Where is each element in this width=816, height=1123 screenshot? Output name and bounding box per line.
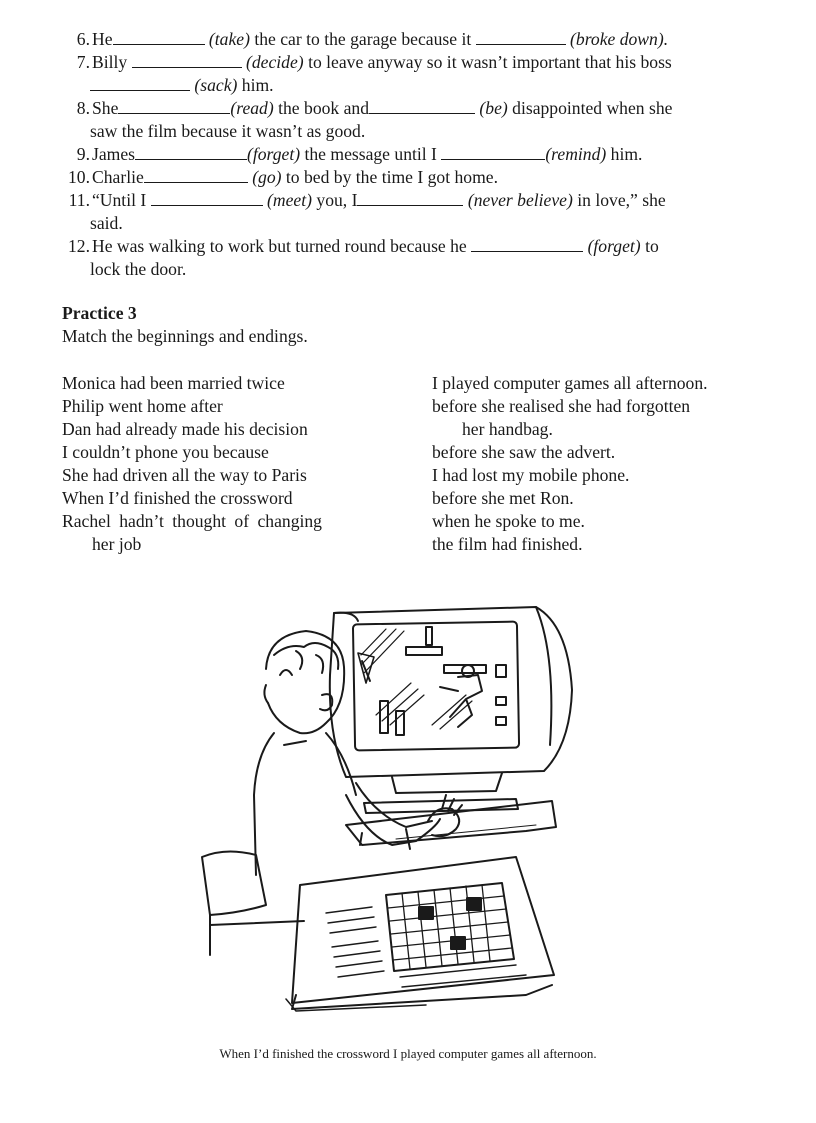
answer-blank[interactable] [132, 53, 242, 68]
item-text: She [92, 98, 119, 118]
item-text: disappointed when she [512, 98, 673, 118]
practice-instruction: Match the beginnings and endings. [62, 326, 308, 346]
newspaper-crossword [286, 857, 554, 1011]
item-number: 9. [76, 144, 90, 164]
item-text: to bed by the time I got home. [285, 167, 498, 187]
item-text: saw the film because it wasn’t as good. [90, 121, 366, 141]
exercise-item-7-cont [62, 74, 752, 97]
answer-blank[interactable] [118, 99, 230, 114]
ending-item: before she saw the advert. [432, 442, 616, 462]
exercise-item-12-cont [62, 258, 752, 281]
item-text: him. [241, 75, 274, 95]
keyboard [346, 801, 556, 845]
item-text: the book and [278, 98, 370, 118]
answer-blank[interactable] [135, 145, 247, 160]
exercise-item-8-cont [62, 120, 752, 143]
beginning-item-cont: her job [92, 534, 142, 554]
answer-blank[interactable] [90, 76, 190, 91]
item-number: 11. [68, 190, 90, 210]
answer-blank[interactable] [441, 145, 545, 160]
verb-hint: (decide) [246, 52, 304, 72]
item-text: Charlie [92, 167, 144, 187]
verb-hint: (never believe) [467, 190, 573, 210]
answer-blank[interactable] [369, 99, 475, 114]
item-text: said. [90, 213, 123, 233]
item-text: him. [610, 144, 643, 164]
item-text: “Until I [92, 190, 147, 210]
exercise-item-6 [62, 28, 752, 51]
exercise-item-11-cont [62, 212, 752, 235]
exercise-item-12 [62, 235, 752, 258]
practice-heading: Practice 3 [62, 303, 137, 323]
item-text: Billy [92, 52, 128, 72]
item-number: 7. [76, 52, 90, 72]
item-text: to leave anyway so it wasn’t important that his boss [308, 52, 672, 72]
beginning-item: When I’d finished the crossword [62, 488, 293, 508]
item-number: 6. [76, 29, 90, 49]
exercise-item-10 [62, 166, 752, 189]
ending-item: before she realised she had forgotten [432, 396, 691, 416]
beginning-item: She had driven all the way to Paris [62, 465, 307, 485]
item-text: you, I [316, 190, 358, 210]
item-text: He [92, 29, 113, 49]
answer-blank[interactable] [476, 30, 566, 45]
item-text: He was walking to work but turned round because he [92, 236, 467, 256]
verb-hint: (go) [252, 167, 282, 187]
beginning-item: Monica had been married twice [62, 373, 285, 393]
verb-hint: (meet) [267, 190, 312, 210]
ending-item: I had lost my mobile phone. [432, 465, 630, 485]
verb-hint: (forget) [247, 144, 301, 164]
item-text: in love,” she [577, 190, 666, 210]
item-text: lock the door. [90, 259, 187, 279]
boy-at-computer-illustration [196, 595, 616, 1015]
beginning-item: Rachel hadn’t thought of changing [62, 511, 322, 531]
exercise-item-11 [62, 189, 752, 212]
verb-hint: (remind) [545, 144, 607, 164]
item-text: to [645, 236, 659, 256]
beginning-item: Philip went home after [62, 396, 223, 416]
answer-blank[interactable] [471, 237, 583, 252]
item-text: the message until I [304, 144, 437, 164]
verb-hint: (be) [479, 98, 508, 118]
verb-hint: (forget) [587, 236, 641, 256]
item-text: James [92, 144, 135, 164]
monitor [330, 607, 572, 813]
beginning-item: Dan had already made his decision [62, 419, 308, 439]
ending-item: I played computer games all afternoon. [432, 373, 708, 393]
answer-blank[interactable] [357, 191, 463, 206]
item-number: 12. [68, 236, 90, 256]
endings-column [432, 372, 762, 556]
ending-item-cont: her handbag. [462, 419, 553, 439]
answer-blank[interactable] [113, 30, 205, 45]
verb-hint: (broke down). [570, 29, 669, 49]
item-number: 8. [76, 98, 90, 118]
exercise-item-8 [62, 97, 752, 120]
exercise-item-7 [62, 51, 752, 74]
item-number: 10. [68, 167, 90, 187]
illustration-caption: When I’d finished the crossword I played computer games all afternoon. [219, 1046, 597, 1061]
verb-hint: (read) [230, 98, 274, 118]
exercise-item-9 [62, 143, 752, 166]
verb-hint: (sack) [194, 75, 238, 95]
item-text: the car to the garage because it [254, 29, 472, 49]
answer-blank[interactable] [151, 191, 263, 206]
verb-hint: (take) [208, 29, 250, 49]
exercise-list [62, 28, 752, 281]
answer-blank[interactable] [144, 168, 248, 183]
beginnings-column [62, 372, 392, 556]
ending-item: the film had finished. [432, 534, 583, 554]
table-edge [210, 921, 304, 925]
ending-item: when he spoke to me. [432, 511, 585, 531]
beginning-item: I couldn’t phone you because [62, 442, 269, 462]
ending-item: before she met Ron. [432, 488, 574, 508]
